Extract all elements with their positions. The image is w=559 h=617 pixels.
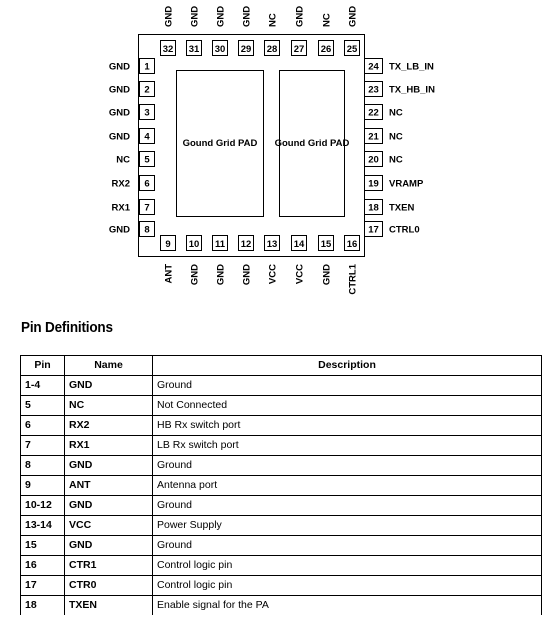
cell-pin: 6 — [21, 416, 65, 436]
pin-name-top: GND — [215, 5, 227, 27]
pin-number: 18 — [368, 202, 379, 214]
pin-name-top: NC — [321, 13, 333, 27]
pin-number: 31 — [188, 44, 200, 55]
pin-name-left: GND — [108, 84, 130, 96]
pin-definitions-table — [20, 355, 542, 615]
pin-name-bottom: GND — [241, 264, 253, 286]
pin-name-top: GND — [347, 5, 359, 27]
cell-description: Ground — [153, 536, 542, 556]
cell-name: CTR1 — [65, 556, 153, 576]
cell-pin: 13-14 — [21, 516, 65, 536]
cell-pin: 15 — [21, 536, 65, 556]
section-title: Pin Definitions — [21, 319, 113, 336]
cell-pin: 16 — [21, 556, 65, 576]
cell-name: ANT — [65, 476, 153, 496]
pin-number: 30 — [214, 44, 226, 55]
pin-number: 32 — [162, 44, 174, 55]
table-row — [21, 456, 542, 476]
pin-number: 5 — [144, 154, 150, 166]
ground-pad-right-label: Gound Grid PAD — [274, 138, 350, 149]
pin-diagram — [0, 0, 559, 300]
cell-description: Enable signal for the PA — [153, 596, 542, 616]
cell-name: RX1 — [65, 436, 153, 456]
pin-name-right: VRAMP — [389, 178, 424, 190]
pin-number: 2 — [144, 84, 150, 96]
table-row — [21, 476, 542, 496]
table-row — [21, 396, 542, 416]
cell-description: Ground — [153, 376, 542, 396]
cell-name: RX2 — [65, 416, 153, 436]
table-row — [21, 556, 542, 576]
cell-description: HB Rx switch port — [153, 416, 542, 436]
pin-name-top: GND — [189, 5, 201, 27]
table-row — [21, 436, 542, 456]
pin-name-right: TX_LB_IN — [389, 61, 434, 73]
pin-number: 7 — [144, 202, 150, 214]
pin-number: 10 — [188, 239, 200, 250]
pin-number: 15 — [320, 239, 332, 250]
cell-description: Power Supply — [153, 516, 542, 536]
chip-outline-diagram — [0, 0, 559, 300]
pin-number: 24 — [368, 61, 379, 73]
cell-name: GND — [65, 376, 153, 396]
table-row — [21, 376, 542, 396]
pin-name-left: GND — [108, 61, 130, 73]
cell-description: LB Rx switch port — [153, 436, 542, 456]
cell-description: Control logic pin — [153, 576, 542, 596]
pin-name-top: NC — [267, 13, 279, 27]
pin-name-bottom: GND — [215, 264, 227, 286]
cell-pin: 17 — [21, 576, 65, 596]
cell-pin: 8 — [21, 456, 65, 476]
pin-name-top: GND — [241, 5, 253, 27]
table-row — [21, 576, 542, 596]
cell-name: TXEN — [65, 596, 153, 616]
pin-number: 22 — [368, 107, 379, 119]
pin-number: 19 — [368, 178, 379, 190]
pin-name-right: NC — [389, 131, 403, 143]
cell-pin: 7 — [21, 436, 65, 456]
cell-name: CTR0 — [65, 576, 153, 596]
pin-number: 3 — [144, 107, 150, 119]
pin-number: 6 — [144, 178, 150, 190]
cell-name: NC — [65, 396, 153, 416]
pin-number: 27 — [293, 44, 305, 55]
pin-number: 23 — [368, 84, 379, 96]
cell-pin: 18 — [21, 596, 65, 616]
pin-name-bottom: GND — [321, 264, 333, 286]
pin-name-bottom: CTRL1 — [347, 264, 359, 295]
pin-name-right: NC — [389, 107, 403, 119]
pin-number: 4 — [144, 131, 150, 143]
table-row — [21, 496, 542, 516]
pin-number: 26 — [320, 44, 332, 55]
ground-pad-left-label: Gound Grid PAD — [182, 138, 258, 149]
pin-name-left: RX1 — [111, 202, 130, 214]
cell-pin: 10-12 — [21, 496, 65, 516]
cell-name: GND — [65, 456, 153, 476]
cell-name: GND — [65, 496, 153, 516]
pin-name-bottom: ANT — [163, 264, 175, 284]
cell-name: GND — [65, 536, 153, 556]
pin-number: 16 — [346, 239, 358, 250]
pin-name-right: NC — [389, 154, 403, 166]
pin-number: 11 — [214, 239, 226, 250]
table-row — [21, 516, 542, 536]
header-name: Name — [65, 356, 153, 376]
pin-number: 9 — [165, 239, 171, 250]
table-header-row — [21, 356, 542, 376]
pin-name-left: RX2 — [111, 178, 130, 190]
pin-number: 21 — [368, 131, 379, 143]
pin-name-left: GND — [108, 131, 130, 143]
cell-pin: 9 — [21, 476, 65, 496]
cell-description: Control logic pin — [153, 556, 542, 576]
cell-description: Ground — [153, 456, 542, 476]
table-row — [21, 596, 542, 616]
pin-name-right: TXEN — [389, 202, 415, 214]
pin-name-right: TX_HB_IN — [389, 84, 435, 96]
table-row — [21, 536, 542, 556]
pin-number: 17 — [368, 224, 379, 236]
cell-description: Antenna port — [153, 476, 542, 496]
pin-name-left: GND — [108, 224, 130, 236]
pin-name-bottom: VCC — [294, 264, 306, 285]
pin-name-left: GND — [108, 107, 130, 119]
pin-name-right: CTRL0 — [389, 224, 420, 236]
pin-name-bottom: VCC — [267, 264, 279, 285]
header-description: Description — [153, 356, 542, 376]
pin-number: 14 — [293, 239, 305, 250]
cell-description: Ground — [153, 496, 542, 516]
pin-number: 29 — [240, 44, 252, 55]
pin-number: 28 — [266, 44, 278, 55]
pin-number: 20 — [368, 154, 379, 166]
pin-number: 25 — [346, 44, 358, 55]
table-row — [21, 416, 542, 436]
pin-name-bottom: GND — [189, 264, 201, 286]
cell-name: VCC — [65, 516, 153, 536]
pin-number: 8 — [144, 224, 150, 236]
header-pin: Pin — [21, 356, 65, 376]
cell-description: Not Connected — [153, 396, 542, 416]
pin-number: 1 — [144, 61, 150, 73]
cell-pin: 5 — [21, 396, 65, 416]
cell-pin: 1-4 — [21, 376, 65, 396]
pin-name-top: GND — [294, 5, 306, 27]
pin-name-left: NC — [116, 154, 130, 166]
pin-name-top: GND — [163, 5, 175, 27]
pin-number: 12 — [240, 239, 252, 250]
pin-number: 13 — [266, 239, 278, 250]
